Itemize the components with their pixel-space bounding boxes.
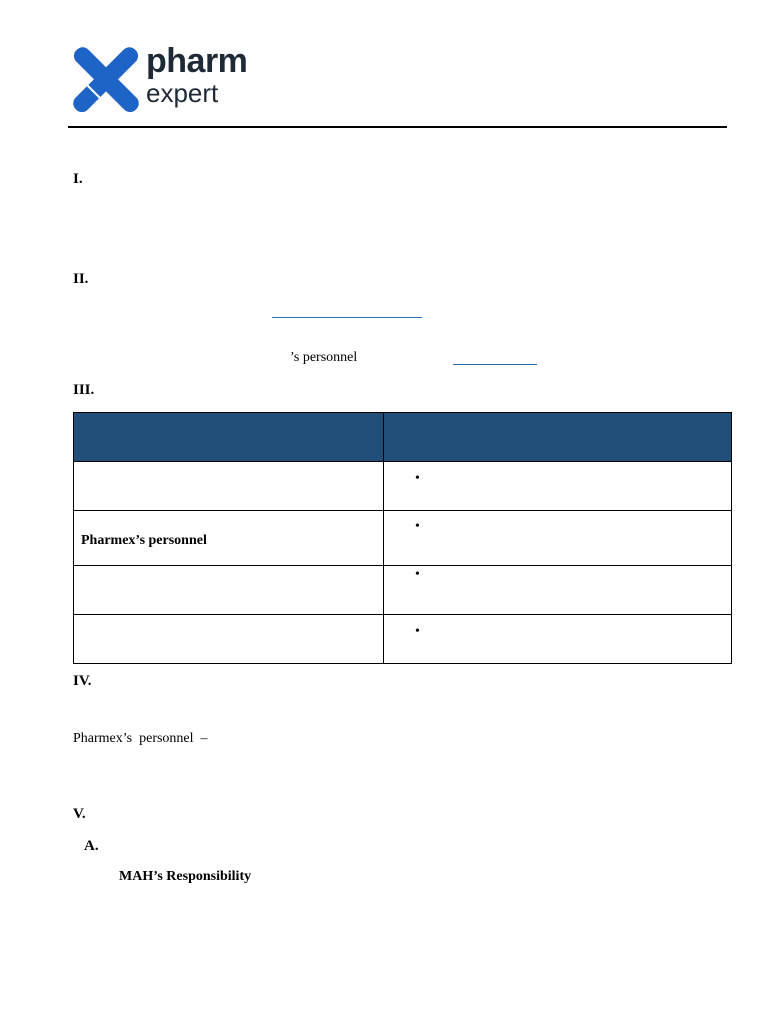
table-cell-description <box>384 615 732 664</box>
section-heading-4: IV. <box>73 673 92 689</box>
table-header-cell <box>384 413 732 462</box>
hyperlink-underline[interactable] <box>272 317 422 318</box>
responsibility-table <box>73 412 732 664</box>
table-cell-role <box>74 566 384 615</box>
bullet-point: • <box>415 471 420 486</box>
table-header-cell <box>74 413 384 462</box>
table-row <box>74 511 732 566</box>
bullet-point: • <box>415 567 420 582</box>
mah-responsibility-heading: MAH’s Responsibility <box>119 869 252 884</box>
hyperlink-underline[interactable] <box>453 364 537 365</box>
table-cell-description <box>384 566 732 615</box>
table-cell-role <box>74 462 384 511</box>
table-cell-role <box>74 615 384 664</box>
table-row <box>74 566 732 615</box>
bullet-point: • <box>415 624 420 639</box>
table-row <box>74 462 732 511</box>
logo-text-pharm: pharm <box>146 42 248 80</box>
section-4-text: Pharmex’s personnel – <box>73 731 208 746</box>
section-heading-2: II. <box>73 271 89 287</box>
table-cell-description <box>384 462 732 511</box>
pharm-expert-x-mark-icon <box>70 44 142 116</box>
company-logo <box>70 44 270 116</box>
table-row <box>74 615 732 664</box>
bullet-point: • <box>415 519 420 534</box>
section-heading-3: III. <box>73 382 95 398</box>
table-cell-description <box>384 511 732 566</box>
subsection-heading-a: A. <box>84 838 99 854</box>
section-heading-1: I. <box>73 171 83 187</box>
logo-text-expert: expert <box>146 78 219 108</box>
table-cell-role: Pharmex’s personnel <box>74 511 384 566</box>
section-heading-5: V. <box>73 806 86 822</box>
header-divider <box>68 126 727 128</box>
personnel-text: ’s personnel <box>290 350 358 365</box>
table-header-row <box>74 413 732 462</box>
